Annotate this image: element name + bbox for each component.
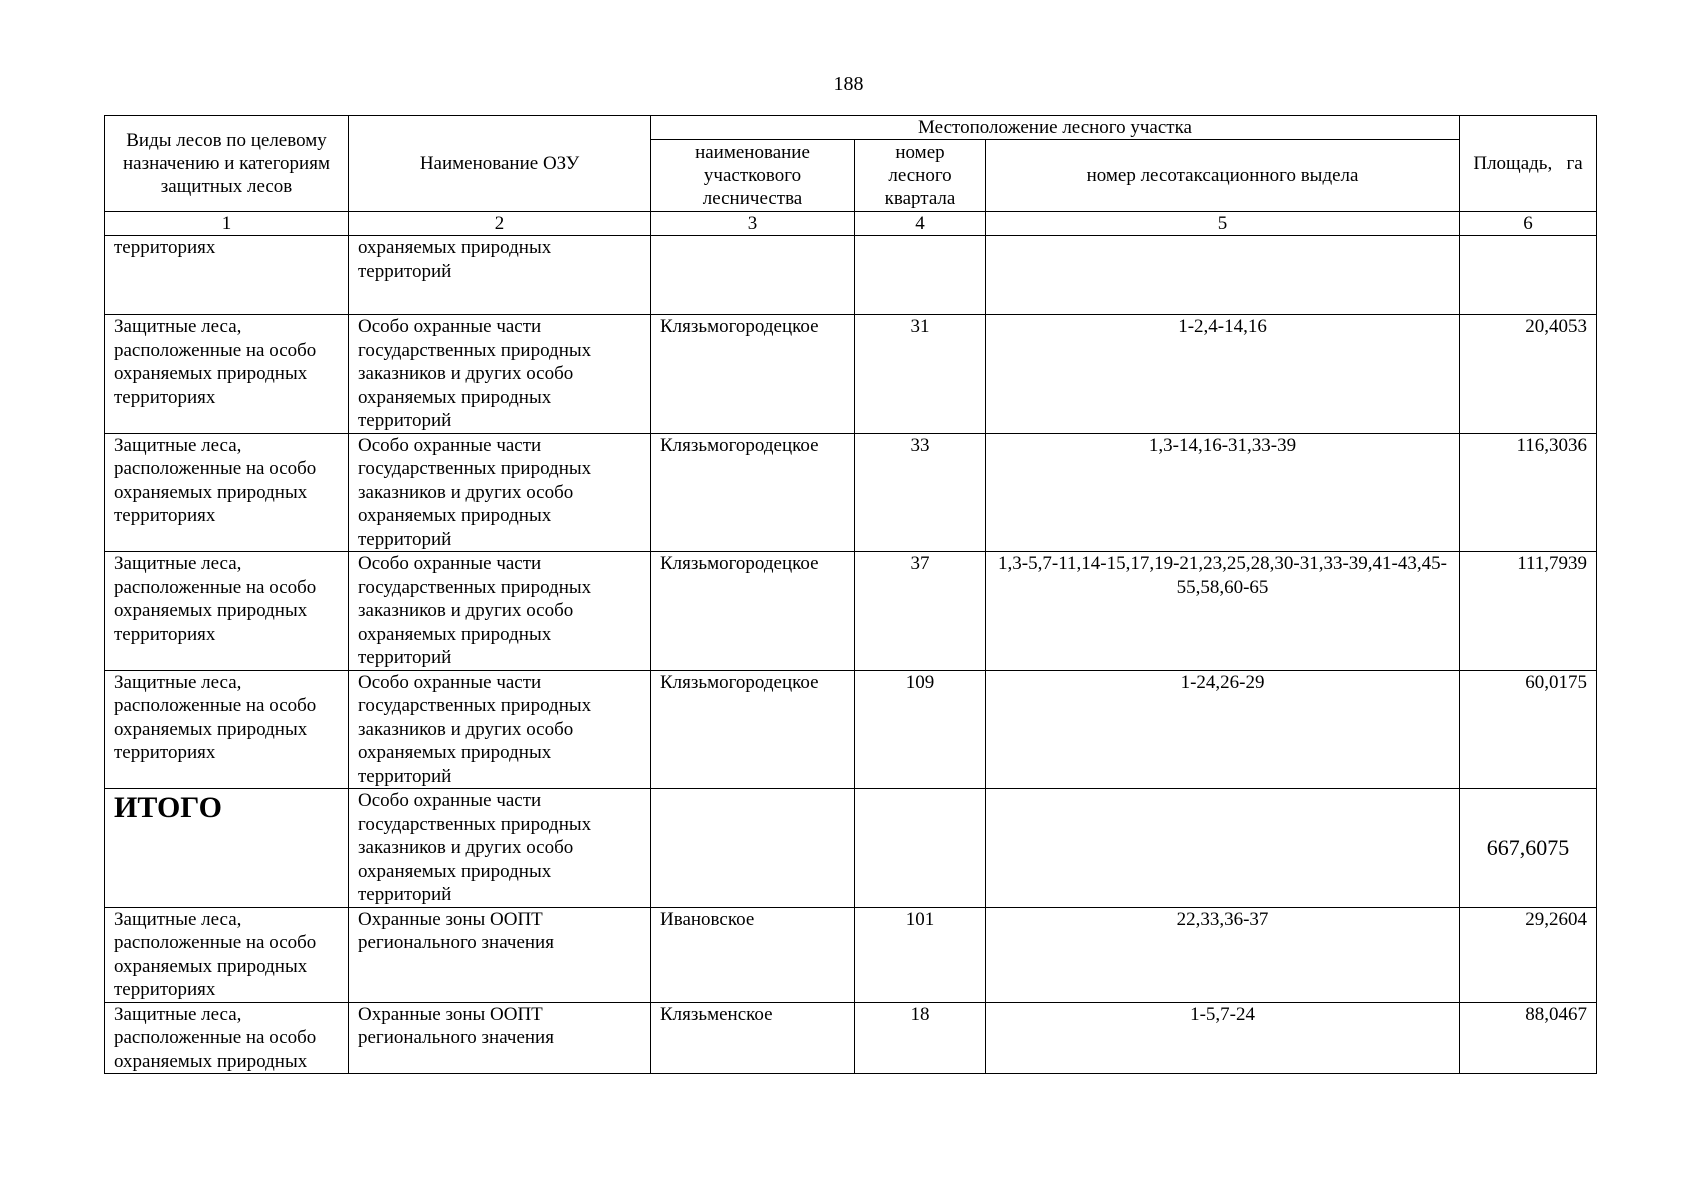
cell-quarter: 101: [855, 907, 986, 1002]
header-ozu-name: Наименование ОЗУ: [349, 116, 651, 212]
cell-quarter: 18: [855, 1002, 986, 1074]
cell-total-label-wrap: [105, 789, 349, 908]
cell-ozu-name: Особо охранные части государственных природных заказников и других особо охраняемых природных территорий: [349, 433, 651, 552]
cell-ozu-name: Охранные зоны ООПТ регионального значения: [349, 1002, 651, 1074]
header-forestry-name: наименование участкового лесничества: [651, 140, 855, 212]
header-plot-number: номер лесотаксационного выдела: [986, 140, 1460, 212]
table-row: [105, 433, 1597, 552]
header-quarter-number: номер лесного квартала: [855, 140, 986, 212]
column-number: 2: [349, 212, 651, 236]
total-area: 667,6075: [1460, 789, 1597, 908]
cell-forestry: Клязьмогородецкое: [651, 315, 855, 434]
cell-forest-type: Защитные леса, расположенные на особо охраняемых природных территориях: [105, 433, 349, 552]
cell-plots: [986, 236, 1460, 315]
total-label: ИТОГО: [114, 791, 222, 824]
cell-forestry: Ивановское: [651, 907, 855, 1002]
header-row-top: [105, 116, 1597, 140]
table-row: [105, 1002, 1597, 1074]
cell-ozu-name: Особо охранные части государственных природных заказников и других особо охраняемых природных территорий: [349, 789, 651, 908]
column-number: 3: [651, 212, 855, 236]
cell-plots: 1-24,26-29: [986, 670, 1460, 789]
cell-plots: 1-5,7-24: [986, 1002, 1460, 1074]
cell-ozu-name: Охранные зоны ООПТ регионального значения: [349, 907, 651, 1002]
table-row: [105, 552, 1597, 671]
column-number: 6: [1460, 212, 1597, 236]
cell-forest-type: Защитные леса, расположенные на особо охраняемых природных: [105, 1002, 349, 1074]
cell-area: 111,7939: [1460, 552, 1597, 671]
table-row: [105, 907, 1597, 1002]
cell-quarter: [855, 236, 986, 315]
table-row-continuation: [105, 236, 1597, 315]
header-area: Площадь, га: [1460, 116, 1597, 212]
cell-plots: 1,3-14,16-31,33-39: [986, 433, 1460, 552]
cell-area: 88,0467: [1460, 1002, 1597, 1074]
cell-quarter: 31: [855, 315, 986, 434]
column-number: 1: [105, 212, 349, 236]
cell-quarter: 109: [855, 670, 986, 789]
cell-plots: 1-2,4-14,16: [986, 315, 1460, 434]
cell-ozu-name: охраняемых природных территорий: [349, 236, 651, 315]
cell-plots: 22,33,36-37: [986, 907, 1460, 1002]
column-number-row: [105, 212, 1597, 236]
cell-forest-type: Защитные леса, расположенные на особо охраняемых природных территориях: [105, 552, 349, 671]
cell-quarter: 37: [855, 552, 986, 671]
cell-area: [1460, 236, 1597, 315]
header-location-group: Местоположение лесного участка: [651, 116, 1460, 140]
column-number: 4: [855, 212, 986, 236]
cell-quarter: 33: [855, 433, 986, 552]
cell-forestry: [651, 789, 855, 908]
cell-forest-type: Защитные леса, расположенные на особо охраняемых природных территориях: [105, 907, 349, 1002]
table-row-total: [105, 789, 1597, 908]
header-forest-type: Виды лесов по целевому назначению и категориям защитных лесов: [105, 116, 349, 212]
cell-forestry: [651, 236, 855, 315]
cell-area: 20,4053: [1460, 315, 1597, 434]
cell-area: 116,3036: [1460, 433, 1597, 552]
cell-area: 29,2604: [1460, 907, 1597, 1002]
page-number: 188: [833, 73, 864, 95]
cell-forestry: Клязьмогородецкое: [651, 552, 855, 671]
cell-area: 60,0175: [1460, 670, 1597, 789]
table-row: [105, 315, 1597, 434]
cell-forestry: Клязьмогородецкое: [651, 670, 855, 789]
cell-plots: [986, 789, 1460, 908]
cell-forest-type: территориях: [105, 236, 349, 315]
cell-plots: 1,3-5,7-11,14-15,17,19-21,23,25,28,30-31,33-39,41-43,45-55,58,60-65: [986, 552, 1460, 671]
cell-ozu-name: Особо охранные части государственных природных заказников и других особо охраняемых природных территорий: [349, 552, 651, 671]
cell-forestry: Клязьменское: [651, 1002, 855, 1074]
cell-forestry: Клязьмогородецкое: [651, 433, 855, 552]
cell-ozu-name: Особо охранные части государственных природных заказников и других особо охраняемых природных территорий: [349, 670, 651, 789]
column-number: 5: [986, 212, 1460, 236]
forest-plots-table: [104, 115, 1597, 1074]
cell-forest-type: Защитные леса, расположенные на особо охраняемых природных территориях: [105, 315, 349, 434]
cell-quarter: [855, 789, 986, 908]
table-row: [105, 670, 1597, 789]
cell-ozu-name: Особо охранные части государственных природных заказников и других особо охраняемых природных территорий: [349, 315, 651, 434]
cell-forest-type: Защитные леса, расположенные на особо охраняемых природных территориях: [105, 670, 349, 789]
